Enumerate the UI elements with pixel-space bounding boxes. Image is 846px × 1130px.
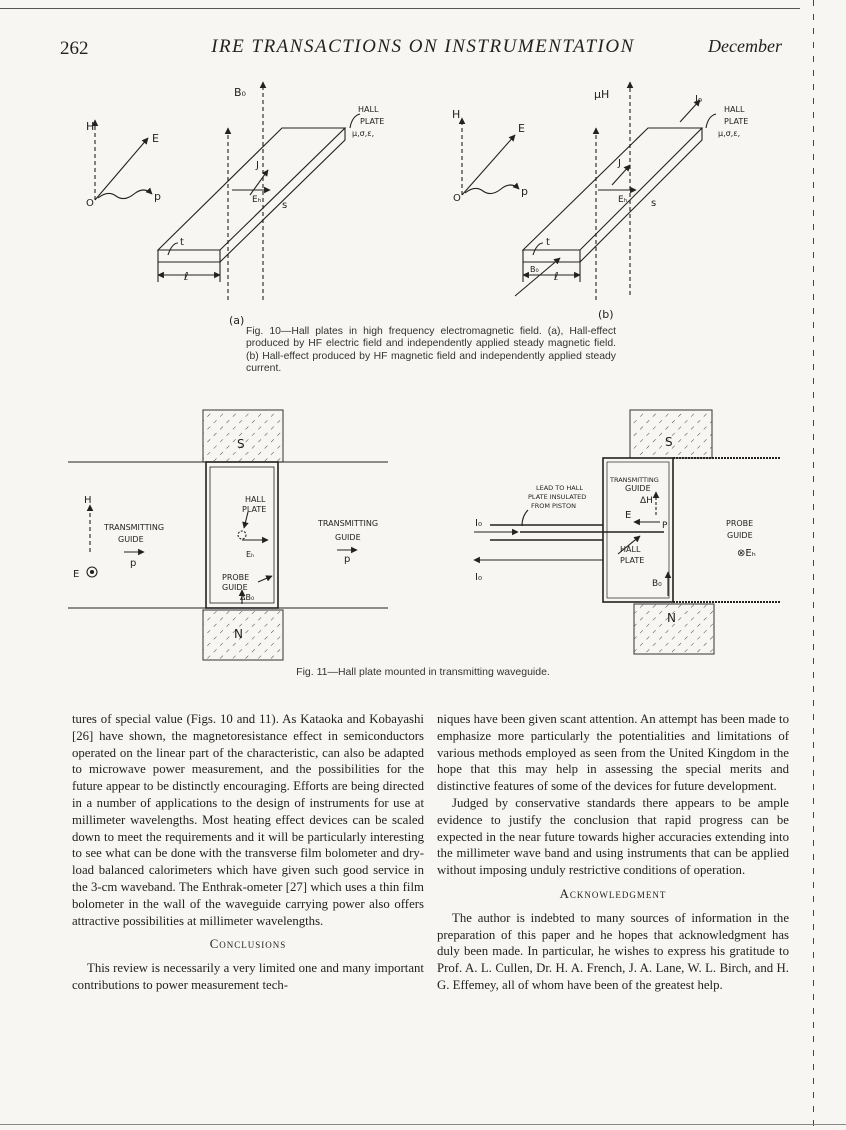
label-l: ℓ <box>554 270 559 283</box>
label-i0-top: I₀ <box>475 518 482 529</box>
probe-guide-leader <box>258 576 272 582</box>
j-arrow <box>250 170 268 195</box>
body-right-column <box>437 711 789 994</box>
label-t: t <box>546 237 550 248</box>
label-probe-guide: GUIDE <box>222 583 248 592</box>
label-probe: PROBE <box>726 519 754 528</box>
panel-label-a: (a) <box>229 314 245 327</box>
label-plate: PLATE <box>360 117 385 126</box>
fig10-panel-b <box>462 82 716 300</box>
label-eh: Eₕ <box>246 550 255 559</box>
conclusions-heading: Conclusions <box>209 937 287 952</box>
label-hall: HALL <box>724 105 745 114</box>
label-p-right: p <box>344 554 351 565</box>
label-n: N <box>667 611 676 625</box>
label-e: E <box>625 510 632 521</box>
hall-plate-element <box>238 531 246 539</box>
thickness-leader <box>168 243 178 255</box>
label-guide: GUIDE <box>118 535 144 544</box>
magnet-pole-n <box>203 610 283 660</box>
label-h: H <box>86 120 95 133</box>
hall-plate-slab-side <box>220 128 345 262</box>
label-lead-3: FROM PISTON <box>531 502 576 510</box>
label-p: p <box>521 185 528 198</box>
paragraph: niques have been given scant attention. An attempt has been made to emphasize more particularly the potentialities and limitations of various methods employed as seen from the United Kingdom in the hope that this may help in assessing the special merits and distinctive features of some of the devices for future development. <box>437 712 789 794</box>
issue-month: December <box>708 36 782 56</box>
label-j: J <box>256 160 259 171</box>
label-lead-1: LEAD TO HALL <box>536 484 583 492</box>
label-transmitting: TRANSMITTING <box>104 523 165 532</box>
paragraph: tures of special value (Figs. 10 and 11). As Kataoka and Kobayashi [26] have shown, the magnetoresistance effect in semiconductors operated on the linear part of the characteristic, can also be adapted to microwave power measurement, and the possibilities for the future appear to be distinctly encouraging. Efforts are being directed in a number of applications to the design of instruments for use at millimeter wavelengths. Most heating effect devices can be scaled down to meet the requirements and it will be particularly interesting to see what can be done with the transverse film bolometer and dry-load balanced calorimeters which have given such good service in the 3-cm waveband. The Enthrak-ometer [27] which uses a thin film bolometer in the wall of the waveguide carrying power also offers attractive possibilities at millimeter wavelengths. <box>72 712 424 928</box>
j-arrow <box>612 165 630 185</box>
label-s: S <box>237 437 245 451</box>
paragraph: The author is indebted to many sources of information in the preparation of this paper and he hopes that acknowledgment has duly been made. In particular, he wishes to express his gratitude to Prof. A. L. Cullen, Dr. H. A. French, J. A. Lane, W. L. Birch, and H. G. Effemey, all of whom have been of the greatest help. <box>437 910 789 992</box>
label-eh: Eₕ <box>252 195 262 205</box>
label-h: H <box>452 108 461 121</box>
fig10-panel-a <box>95 82 360 300</box>
label-s: S <box>665 435 673 449</box>
label-transmitting-right: TRANSMITTING <box>318 519 379 528</box>
label-eh: Eₕ <box>618 195 628 205</box>
label-hall: HALL <box>245 495 266 504</box>
fig11-caption: Fig. 11—Hall plate mounted in transmitting waveguide. <box>296 666 550 678</box>
label-o: O <box>86 198 94 209</box>
label-plate: PLATE <box>620 556 645 565</box>
label-b0: B₀ <box>234 86 246 99</box>
label-s: s <box>651 198 657 209</box>
label-guide: GUIDE <box>625 484 651 493</box>
label-i0-bottom: I₀ <box>475 572 482 583</box>
label-i0: I₀ <box>695 94 702 105</box>
panel-label-b: (b) <box>598 308 614 321</box>
label-plate: PLATE <box>242 505 267 514</box>
body-left-column <box>72 711 424 994</box>
lead-leader <box>522 510 528 526</box>
label-n: N <box>234 627 243 641</box>
label-e: E <box>152 132 159 145</box>
label-plate: PLATE <box>724 117 749 126</box>
label-p: p <box>154 190 161 203</box>
label-eh: ⊗Eₕ <box>737 548 756 559</box>
bottom-rule <box>0 1124 846 1125</box>
label-lead-2: PLATE INSULATED <box>528 493 587 501</box>
label-hall: HALL <box>620 545 641 554</box>
hall-plate-leader <box>706 114 716 128</box>
label-h: H <box>84 495 92 506</box>
label-p-left: p <box>130 558 137 569</box>
label-e: E <box>73 569 80 580</box>
thickness-leader <box>533 243 543 255</box>
label-l: ℓ <box>184 270 189 283</box>
paragraph: Judged by conservative standards there appears to be ample evidence to justify the conclusion that rapid progress can be expected in the near future towards higher accuracies extending into the millimeter wave band and using instruments that can be applied without imposing unduly restrictive conditions of operation. <box>437 795 789 878</box>
poynting-wave-arrow <box>465 185 519 194</box>
label-transmitting: TRANSMITTING <box>610 476 659 484</box>
label-o: O <box>453 193 461 204</box>
poynting-wave-arrow <box>98 190 152 199</box>
acknowledgment-heading: Acknowledgment <box>559 886 667 901</box>
fig10-panel-a-labels <box>86 86 384 327</box>
hall-plate-slab-front <box>158 250 220 262</box>
hall-plate-leader <box>350 114 360 128</box>
label-j: J <box>618 158 621 169</box>
paragraph: This review is necessarily a very limited one and many important contributions to power measurement tech- <box>72 961 424 992</box>
fig10-caption-body: Hall plates in high frequency electromagnetic field. (a), Hall-effect produced by HF electric field and independently applied steady magnetic field. (b) Hall-effect produced by HF magnetic field and independently applied steady current. <box>246 326 617 375</box>
label-guide-right: GUIDE <box>335 533 361 542</box>
label-ah: ΔH <box>640 496 653 506</box>
journal-title: IRE TRANSACTIONS ON INSTRUMENTATION <box>211 36 635 57</box>
hall-plate-slab-front <box>523 250 580 262</box>
fig10-caption <box>246 326 616 376</box>
hall-plate-slab-side <box>580 128 702 262</box>
label-probe-guide: GUIDE <box>727 531 753 540</box>
label-hall: HALL <box>358 105 379 114</box>
magnet-pole-s <box>203 410 283 462</box>
hall-plate-slab-top <box>523 128 702 250</box>
label-hall-params: μ,σ,ε, <box>718 129 741 138</box>
label-b0: B₀ <box>530 265 539 274</box>
label-hall-params: μ,σ,ε, <box>352 129 375 138</box>
fig10-caption-prefix: Fig. 10— <box>246 326 292 337</box>
label-b0: B₀ <box>652 579 662 589</box>
hall-plate-leader <box>244 512 248 528</box>
fig10-panel-b-labels <box>452 88 748 321</box>
page-number: 262 <box>60 38 89 59</box>
label-s: s <box>282 200 288 211</box>
label-p: P <box>662 521 668 531</box>
fig11-right-labels <box>475 435 756 625</box>
label-probe: PROBE <box>222 573 250 582</box>
label-e: E <box>518 122 525 135</box>
magnet-pole-s <box>630 410 712 458</box>
label-t: t <box>180 237 184 248</box>
label-b0: ΔB₀ <box>240 593 255 602</box>
label-muh: μH <box>594 88 610 101</box>
